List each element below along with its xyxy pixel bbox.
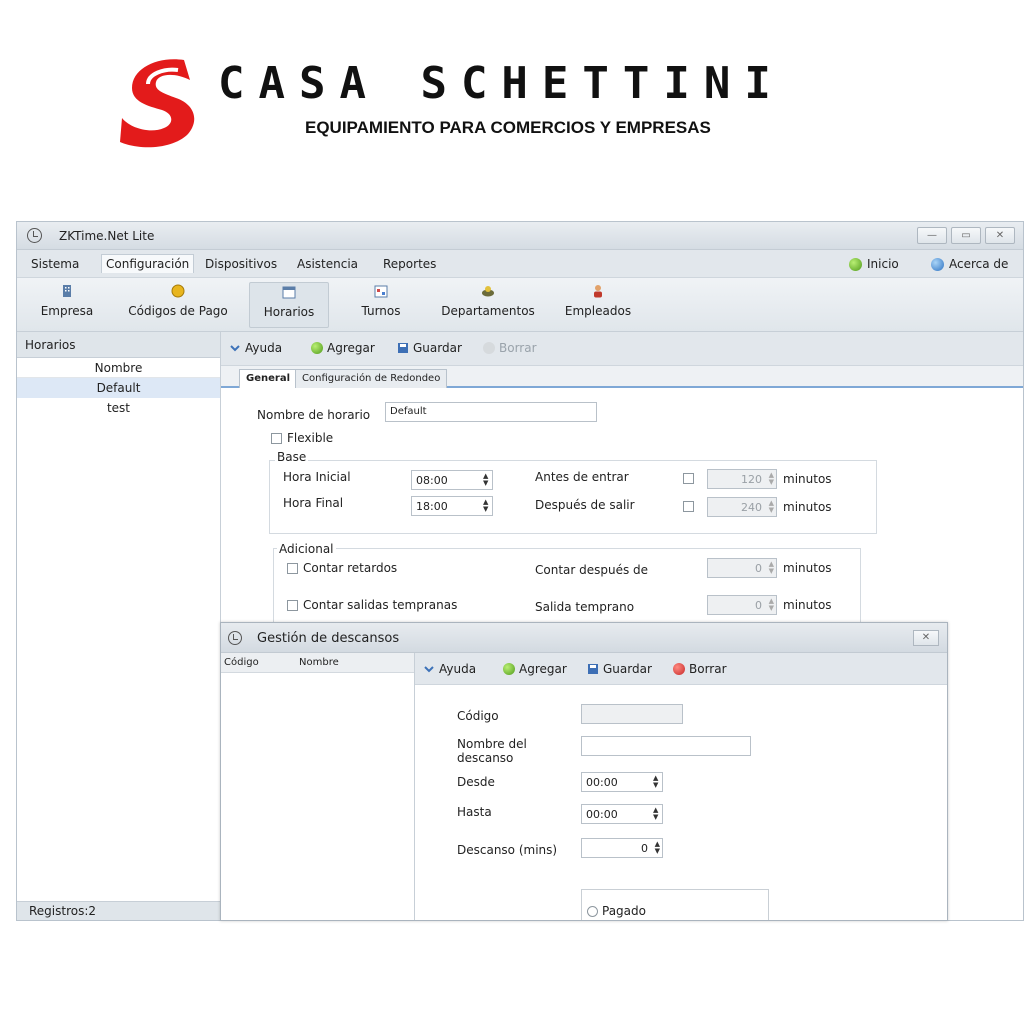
- base-group-title: Base: [277, 450, 307, 464]
- spinner-icon[interactable]: ▲ ▼: [483, 498, 489, 513]
- break-name-label-line1: Nombre del: [457, 737, 527, 751]
- break-actions-bar: [415, 653, 948, 685]
- spinner-icon[interactable]: ▲ ▼: [768, 471, 774, 486]
- schedule-name-input[interactable]: Default: [385, 402, 597, 422]
- schedules-panel-title: Horarios: [17, 332, 220, 358]
- early-exit-input[interactable]: [707, 595, 777, 615]
- end-time-input[interactable]: [411, 496, 493, 516]
- end-time-label: Hora Final: [283, 496, 344, 510]
- menu-dispositivos[interactable]: Dispositivos: [205, 257, 278, 271]
- tool-turnos[interactable]: [351, 282, 411, 328]
- count-after-label: Contar después de: [535, 563, 649, 577]
- maximize-button[interactable]: ▭: [951, 227, 981, 244]
- dialog-close-button[interactable]: ✕: [913, 630, 939, 646]
- title-bar: [17, 222, 1023, 250]
- start-time-label: Hora Inicial: [283, 470, 351, 484]
- shift-icon: [374, 284, 388, 298]
- column-nombre[interactable]: Nombre: [17, 358, 220, 378]
- to-time-input[interactable]: [581, 804, 663, 824]
- after-exit-unit: minutos: [783, 500, 832, 514]
- save-button[interactable]: [587, 662, 652, 676]
- spinner-icon[interactable]: ▲ ▼: [653, 806, 659, 821]
- tool-codigos-pago[interactable]: [117, 282, 239, 328]
- about-label: Acerca de: [949, 257, 1009, 271]
- breaks-list-header: [221, 653, 414, 673]
- module-toolbar: [17, 278, 1023, 332]
- break-management-dialog: [220, 622, 948, 921]
- tool-horarios-label: Horarios: [263, 305, 315, 319]
- schedule-name-label: Nombre de horario: [257, 408, 371, 422]
- close-button[interactable]: ✕: [985, 227, 1015, 244]
- add-button[interactable]: [311, 341, 375, 355]
- early-exit-label: Salida temprano: [535, 600, 635, 614]
- minimize-button[interactable]: —: [917, 227, 947, 244]
- calendar-icon: [282, 285, 296, 299]
- before-entry-checkbox[interactable]: [683, 473, 694, 484]
- before-entry-unit: minutos: [783, 472, 832, 486]
- count-after-value: 0: [755, 562, 762, 575]
- form-tabs: [221, 366, 1024, 388]
- help-label: Ayuda: [245, 341, 283, 355]
- after-exit-value: 240: [741, 501, 762, 514]
- building-icon: [60, 284, 74, 298]
- break-minutes-value: 0: [641, 842, 648, 855]
- add-icon: [503, 663, 515, 675]
- clock-icon: [228, 631, 242, 645]
- home-icon: [849, 258, 862, 271]
- list-item[interactable]: Default: [17, 378, 220, 398]
- delete-button[interactable]: [673, 662, 727, 676]
- delete-icon: [483, 342, 495, 354]
- breaks-list: [221, 653, 415, 921]
- tool-empresa[interactable]: [29, 282, 105, 328]
- count-late-checkbox[interactable]: [287, 563, 298, 574]
- after-exit-checkbox[interactable]: [683, 501, 694, 512]
- to-time-value: 00:00: [586, 808, 618, 821]
- dialog-title: Gestión de descansos: [257, 631, 400, 646]
- start-time-input[interactable]: [411, 470, 493, 490]
- spinner-icon[interactable]: ▲ ▼: [768, 560, 774, 575]
- info-icon: [931, 258, 944, 271]
- after-exit-input[interactable]: [707, 497, 777, 517]
- list-item[interactable]: test: [106, 401, 131, 415]
- tool-empresa-label: Empresa: [40, 304, 94, 318]
- help-icon: [423, 663, 435, 675]
- column-nombre[interactable]: Nombre: [299, 657, 339, 668]
- tool-empleados[interactable]: [555, 282, 641, 328]
- help-label: Ayuda: [439, 662, 477, 676]
- spinner-icon[interactable]: ▲ ▼: [654, 840, 660, 855]
- window-title: ZKTime.Net Lite: [59, 229, 155, 243]
- add-label: Agregar: [519, 662, 567, 676]
- about-link[interactable]: [931, 257, 1008, 271]
- save-label: Guardar: [413, 341, 462, 355]
- additional-group-title: Adicional: [279, 542, 334, 556]
- casa-schettini-logo: [118, 56, 200, 148]
- tool-codigos-pago-label: Códigos de Pago: [128, 304, 228, 318]
- break-name-input[interactable]: [581, 736, 751, 756]
- help-button[interactable]: [423, 662, 476, 676]
- employee-icon: [591, 284, 605, 298]
- from-time-value: 00:00: [586, 776, 618, 789]
- start-time-value: 08:00: [416, 474, 448, 487]
- department-icon: [481, 284, 495, 298]
- spinner-icon[interactable]: ▲ ▼: [483, 472, 489, 487]
- paid-label: Pagado: [602, 904, 646, 918]
- after-exit-label: Después de salir: [535, 498, 635, 512]
- end-time-value: 18:00: [416, 500, 448, 513]
- tool-empleados-label: Empleados: [564, 304, 632, 318]
- add-button[interactable]: [503, 662, 567, 676]
- tool-horarios[interactable]: [249, 282, 329, 328]
- from-label: Desde: [457, 775, 495, 789]
- before-entry-value: 120: [741, 473, 762, 486]
- tab-general[interactable]: General: [239, 369, 297, 388]
- dialog-title-bar: [221, 623, 947, 653]
- count-after-unit: minutos: [783, 561, 832, 575]
- help-button[interactable]: [229, 341, 282, 355]
- count-late-label: Contar retardos: [303, 561, 398, 575]
- early-exit-value: 0: [755, 599, 762, 612]
- flexible-label: Flexible: [287, 431, 334, 445]
- early-exit-unit: minutos: [783, 598, 832, 612]
- home-link[interactable]: [849, 257, 899, 271]
- save-icon: [397, 342, 409, 354]
- break-minutes-input[interactable]: [581, 838, 663, 858]
- records-count: Registros:2: [17, 901, 221, 921]
- add-icon: [311, 342, 323, 354]
- coin-icon: [171, 284, 185, 298]
- save-icon: [587, 663, 599, 675]
- from-time-input[interactable]: [581, 772, 663, 792]
- tool-departamentos[interactable]: [431, 282, 545, 328]
- tool-departamentos-label: Departamentos: [441, 304, 535, 318]
- clock-icon: [27, 228, 42, 243]
- schedule-actions-bar: [221, 332, 1024, 366]
- spinner-icon[interactable]: ▲ ▼: [653, 774, 659, 789]
- break-name-label-line2: descanso: [457, 751, 514, 765]
- spinner-icon[interactable]: ▲ ▼: [768, 597, 774, 612]
- schedules-list-panel: [17, 332, 221, 921]
- home-label: Inicio: [867, 257, 899, 271]
- menu-bar: [17, 250, 1023, 278]
- delete-label: Borrar: [689, 662, 727, 676]
- delete-label: Borrar: [499, 341, 537, 355]
- menu-sistema[interactable]: Sistema: [31, 257, 80, 271]
- to-label: Hasta: [457, 805, 492, 819]
- tab-redondeo[interactable]: Configuración de Redondeo: [295, 369, 447, 388]
- menu-asistencia[interactable]: Asistencia: [297, 257, 359, 271]
- break-form: [415, 653, 948, 921]
- spinner-icon[interactable]: ▲ ▼: [768, 499, 774, 514]
- help-icon: [229, 342, 241, 354]
- count-early-label: Contar salidas tempranas: [303, 598, 458, 612]
- menu-configuracion[interactable]: Configuración: [101, 254, 194, 273]
- menu-reportes[interactable]: Reportes: [383, 257, 437, 271]
- break-code-input[interactable]: [581, 704, 683, 724]
- flexible-checkbox[interactable]: [271, 433, 282, 444]
- break-minutes-label: Descanso (mins): [457, 843, 558, 857]
- save-button[interactable]: [397, 341, 462, 355]
- column-codigo[interactable]: Código: [224, 657, 259, 668]
- brand-name: CASA SCHETTINI: [218, 58, 785, 109]
- tool-turnos-label: Turnos: [361, 304, 401, 318]
- before-entry-label: Antes de entrar: [535, 470, 629, 484]
- add-label: Agregar: [327, 341, 375, 355]
- paid-radio[interactable]: [587, 906, 598, 917]
- save-label: Guardar: [603, 662, 652, 676]
- break-code-label: Código: [457, 709, 499, 723]
- delete-button[interactable]: [483, 341, 537, 355]
- before-entry-input[interactable]: [707, 469, 777, 489]
- count-early-checkbox[interactable]: [287, 600, 298, 611]
- brand-tagline: EQUIPAMIENTO PARA COMERCIOS Y EMPRESAS: [305, 118, 711, 137]
- count-after-input[interactable]: [707, 558, 777, 578]
- delete-icon: [673, 663, 685, 675]
